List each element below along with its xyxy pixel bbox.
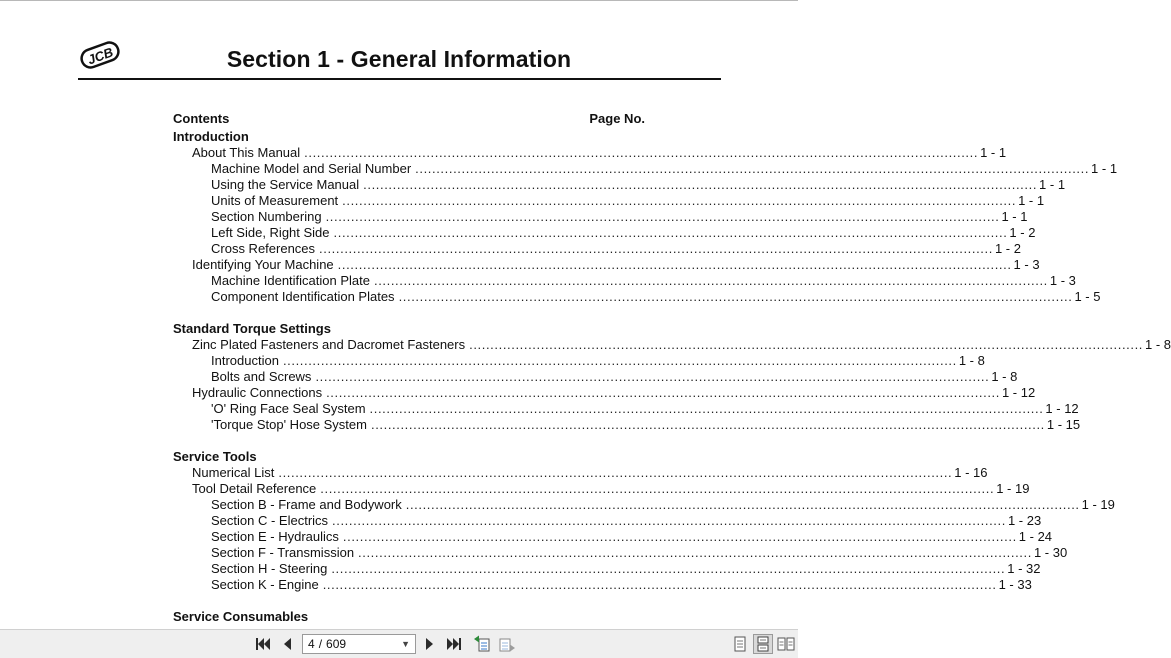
toc-entry[interactable] [173,225,1036,241]
toc-entry-title: Numerical List [192,465,275,480]
toc-entry-title: 'O' Ring Face Seal System [211,401,366,416]
toc-entry[interactable] [173,417,1081,433]
toc-entry-title: About This Manual [192,145,301,160]
toc-entry-title: Identifying Your Machine [192,257,334,272]
toc-dot-leader: ................................................................................................................................................................ [332,513,1006,528]
toc-entry-page: 1 - 8 [991,369,1018,384]
toc-entry-page: 1 - 32 [1007,561,1041,576]
toc-entry[interactable] [173,289,1101,305]
toc-dot-leader: ................................................................................................................................................................ [322,577,997,592]
toc-entry-page: 1 - 24 [1018,529,1053,544]
toc-entry-page: 1 - 2 [994,241,1021,256]
toc-entry[interactable] [173,577,1032,593]
toc-entry-title: Units of Measurement [211,193,339,208]
toc-entry-title: Zinc Plated Fasteners and Dacromet Fasteners [192,337,466,352]
toc-dot-leader: ................................................................................................................................................................ [315,369,990,384]
first-page-button[interactable] [254,635,272,653]
toc-entry[interactable] [173,369,1018,385]
toc-entry[interactable] [173,257,1040,273]
toc-entry-page: 1 - 16 [954,465,988,480]
toc-dot-leader: ................................................................................................................................................................ [415,161,1090,176]
toc-entry[interactable] [173,273,1076,289]
toc-entry-title: Machine Model and Serial Number [211,161,412,176]
toc-dot-leader: ................................................................................................................................................................ [319,241,993,256]
toc-entry-title: Component Identification Plates [211,289,395,304]
toc-entry-title: Section E - Hydraulics [211,529,339,544]
toc-dot-leader: ................................................................................................................................................................ [373,273,1048,288]
toc-entry-title: Tool Detail Reference [192,481,317,496]
toc-entry[interactable] [173,337,1171,353]
contents-header [173,111,645,126]
section-spacer [173,433,645,449]
toc-entry[interactable] [173,241,1021,257]
toc-entry[interactable] [173,209,1028,225]
toc-entry-title: Using the Service Manual [211,177,360,192]
toc-dot-leader: ................................................................................................................................................................ [358,545,1032,560]
title-divider [78,78,721,80]
toc-section-heading[interactable]: Service Tools [173,449,257,464]
toc-dot-leader: ................................................................................................................................................................ [370,417,1045,432]
navigation-toolbar [0,629,798,658]
toc-dot-leader: ................................................................................................................................................................ [325,209,1000,224]
toc-entry-page: 1 - 1 [1018,193,1045,208]
toc-dot-leader: ................................................................................................................................................................ [342,529,1017,544]
toc-entry-page: 1 - 8 [1145,337,1171,352]
total-pages-value: 609 [326,637,347,651]
toc-entry-page: 1 - 19 [1081,497,1115,512]
go-back-view-button[interactable] [472,635,492,653]
last-page-button[interactable] [445,635,463,653]
toc-entry-page: 1 - 1 [980,145,1007,160]
go-forward-view-icon [498,635,516,653]
facing-pages-view-button[interactable] [777,635,795,653]
contents-label: Contents [173,111,230,126]
chevron-down-icon[interactable]: ▼ [401,639,410,649]
toc-entry-page: 1 - 23 [1007,513,1042,528]
toc-dot-leader: ................................................................................................................................................................ [333,225,1008,240]
toc-entry[interactable] [173,145,1007,161]
go-forward-view-button[interactable] [497,635,517,653]
toc-dot-leader: ................................................................................................................................................................ [278,465,953,480]
toc-entry[interactable] [173,385,1036,401]
toc-entry[interactable] [173,529,1053,545]
toc-entry-page: 1 - 1 [1039,177,1066,192]
toc-entry-title: Introduction [211,353,279,368]
toc-entry-title: Section B - Frame and Bodywork [211,497,402,512]
toc-entry-page: 1 - 5 [1074,289,1101,304]
toc-entry[interactable] [173,161,1118,177]
toc-section-heading[interactable]: Introduction [173,129,249,144]
next-page-button[interactable] [421,635,439,653]
toc-dot-leader: ................................................................................................................................................................ [331,561,1006,576]
previous-page-button[interactable] [278,635,296,653]
toc-dot-leader: ................................................................................................................................................................ [405,497,1080,512]
go-back-view-icon [473,635,491,653]
toc-dot-leader: ................................................................................................................................................................ [363,177,1038,192]
toc-entry[interactable] [173,513,1042,529]
toc-entry[interactable] [173,497,1115,513]
toc-entry-page: 1 - 3 [1049,273,1076,288]
toc-entry-page: 1 - 8 [958,353,985,368]
toc-entry-title: Machine Identification Plate [211,273,370,288]
toc-entry[interactable] [173,401,1079,417]
current-page-value: 4 [308,637,315,651]
toc-entry-page: 1 - 2 [1009,225,1036,240]
toc-dot-leader: ................................................................................................................................................................ [326,385,1000,400]
toc-entry[interactable] [173,193,1045,209]
toc-dot-leader: ................................................................................................................................................................ [469,337,1144,352]
toc-entry-page: 1 - 12 [1001,385,1036,400]
first-page-icon [255,637,271,651]
toc-entry-title: Section F - Transmission [211,545,355,560]
toc-dot-leader: ................................................................................................................................................................ [304,145,979,160]
page-separator: / [318,637,323,651]
toc-entry-title: Hydraulic Connections [192,385,323,400]
toc-entry[interactable] [173,353,985,369]
toc-dot-leader: ................................................................................................................................................................ [398,289,1073,304]
table-of-contents [173,129,1171,625]
single-page-view-icon [733,636,747,652]
page-no-label: Page No. [589,111,645,126]
toc-entry-title: Cross References [211,241,316,256]
toc-entry-page: 1 - 3 [1013,257,1040,272]
toc-entry-title: Section H - Steering [211,561,328,576]
previous-page-icon [281,637,293,651]
toc-entry-title: Section C - Electrics [211,513,329,528]
toc-entry-title: 'Torque Stop' Hose System [211,417,367,432]
toc-entry-page: 1 - 15 [1046,417,1081,432]
toc-entry-title: Section Numbering [211,209,322,224]
toc-dot-leader: ................................................................................................................................................................ [282,353,957,368]
toc-entry-title: Left Side, Right Side [211,225,330,240]
toc-entry[interactable] [173,465,988,481]
toc-entry-page: 1 - 12 [1045,401,1079,416]
toc-dot-leader: ................................................................................................................................................................ [369,401,1044,416]
toc-entry-page: 1 - 1 [1001,209,1028,224]
section-spacer [173,593,645,609]
toc-section-heading[interactable]: Service Consumables [173,609,309,624]
single-page-view-button[interactable] [731,635,749,653]
last-page-icon [446,637,462,651]
section-spacer [173,305,645,321]
toc-entry-page: 1 - 1 [1091,161,1118,176]
toc-entry-page: 1 - 19 [996,481,1030,496]
continuous-view-icon [756,636,770,652]
toc-entry-title: Section K - Engine [211,577,319,592]
page-title: Section 1 - General Information [226,46,572,72]
toc-dot-leader: ................................................................................................................................................................ [320,481,995,496]
toc-entry[interactable] [173,545,1068,561]
next-page-icon [424,637,436,651]
continuous-view-button[interactable] [753,634,773,654]
toc-section-heading[interactable]: Standard Torque Settings [173,321,331,336]
toc-dot-leader: ................................................................................................................................................................ [337,257,1012,272]
toc-entry[interactable] [173,561,1041,577]
toc-entry-title: Bolts and Screws [211,369,312,384]
toc-entry-page: 1 - 33 [998,577,1032,592]
facing-pages-view-icon [777,636,795,652]
document-page [0,1,1171,629]
toc-entry[interactable] [173,481,1030,497]
toc-dot-leader: ................................................................................................................................................................ [342,193,1017,208]
jcb-logo-text: JCB [85,44,116,68]
toc-entry-page: 1 - 30 [1033,545,1068,560]
page-number-input[interactable] [302,634,416,654]
toc-entry[interactable] [173,177,1066,193]
